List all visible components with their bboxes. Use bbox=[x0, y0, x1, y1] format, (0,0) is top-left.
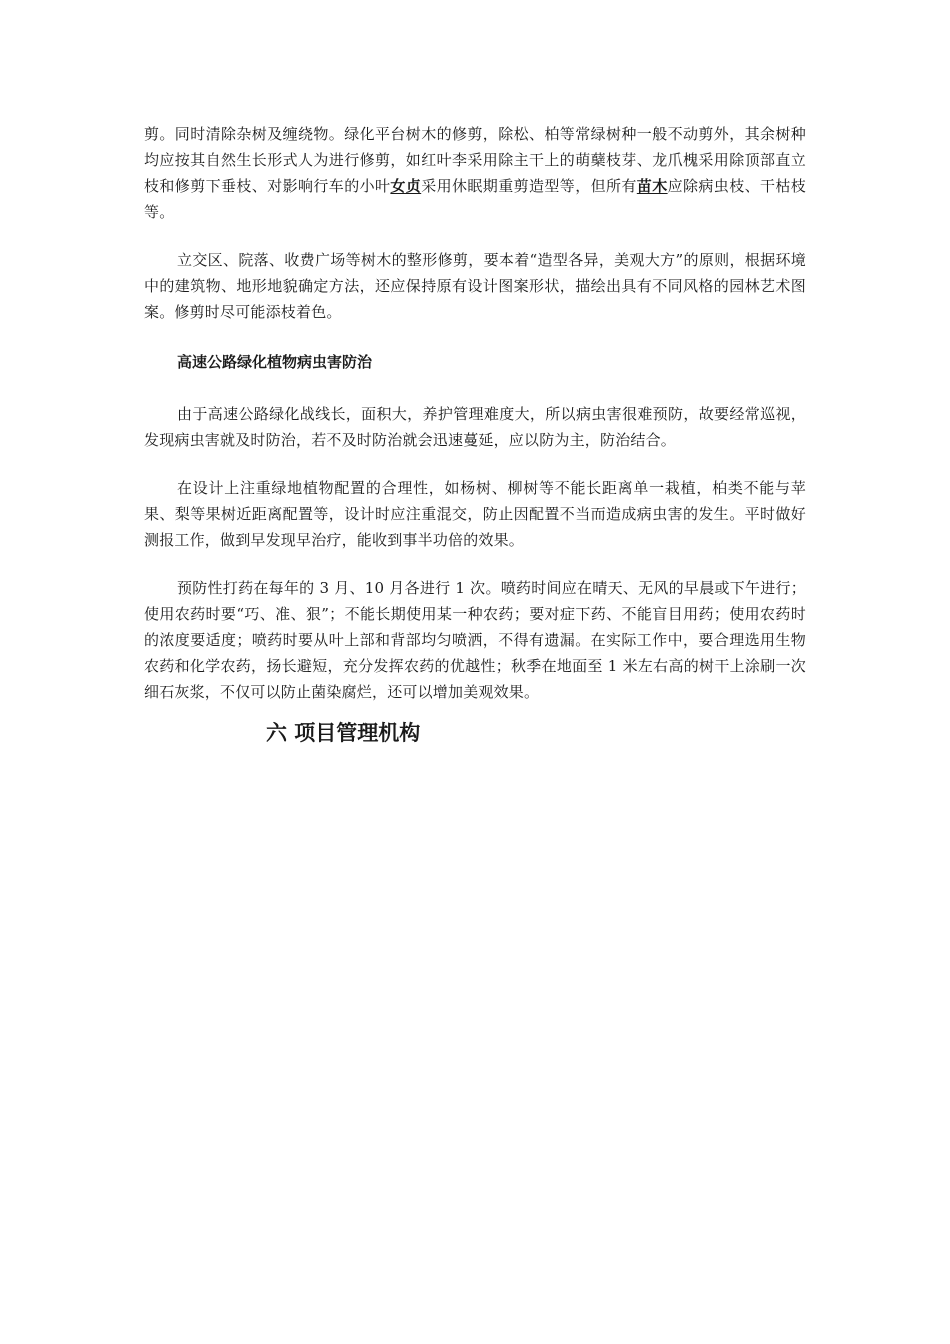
subheading-pest-control: 高速公路绿化植物病虫害防治 bbox=[177, 353, 373, 371]
keyword-link-nuzhen[interactable]: 女贞 bbox=[390, 177, 422, 195]
paragraph-planting-design: 在设计上注重绿地植物配置的合理性，如杨树、柳树等不能长距离单一栽植，柏类不能与苹果、梨等果树近距离配置等，设计时应注重混交，防止因配置不当而造成病虫害的发生。平时做好测报工作，做到早发现早治疗，能收到事半功倍的效果。 bbox=[144, 479, 806, 549]
paragraph-interchange-pruning: 立交区、院落、收费广场等树木的整形修剪，要本着“造型各异，美观大方”的原则，根据环境中的建筑物、地形地貌确定方法，还应保持原有设计图案形状，描绘出具有不同风格的园林艺术图案。修剪时尽可能添枝着色。 bbox=[144, 251, 806, 321]
keyword-link-seedlings[interactable]: 苗木 bbox=[636, 177, 668, 195]
paragraph-pest-prevention: 由于高速公路绿化战线长，面积大，养护管理难度大，所以病虫害很难预防，故要经常巡视，发现病虫害就及时防治，若不及时防治就会迅速蔓延，应以防为主，防治结合。 bbox=[144, 405, 806, 449]
section-title: 六 项目管理机构 bbox=[266, 721, 421, 745]
paragraph-text: 应除病虫枝、干枯枝等。 bbox=[144, 177, 807, 221]
paragraph-text: 采用休眠期重剪造型等，但所有 bbox=[421, 177, 637, 195]
paragraph-text: 剪。同时清除杂树及缠绕物。绿化平台树木的修剪，除松、柏等常绿树种一般不动剪外，其余树种均应按其自然生长形式人为进行修剪，如红叶李采用除主干上的萌蘖枝芽、龙爪槐采用除顶部直立枝和修剪下垂枝、对影响行车的小叶 bbox=[144, 125, 806, 195]
paragraph-pruning-methods bbox=[144, 121, 806, 225]
paragraph-spraying-schedule: 预防性打药在每年的 3 月、10 月各进行 1 次。喷药时间应在晴天、无风的早晨或下午进行；使用农药时要“巧、准、狠”；不能长期使用某一种农药；要对症下药、不能盲目用药；使用农药时的浓度要适度；喷药时要从叶上部和背部均匀喷洒，不得有遗漏。在实际工作中，要合理选用生物农药和化学农药，扬长避短，充分发挥农药的优越性；秋季在地面至 1 米左右高的树干上涂刷一次细石灰浆，不仅可以防止菌染腐烂，还可以增加美观效果。 bbox=[144, 579, 806, 701]
